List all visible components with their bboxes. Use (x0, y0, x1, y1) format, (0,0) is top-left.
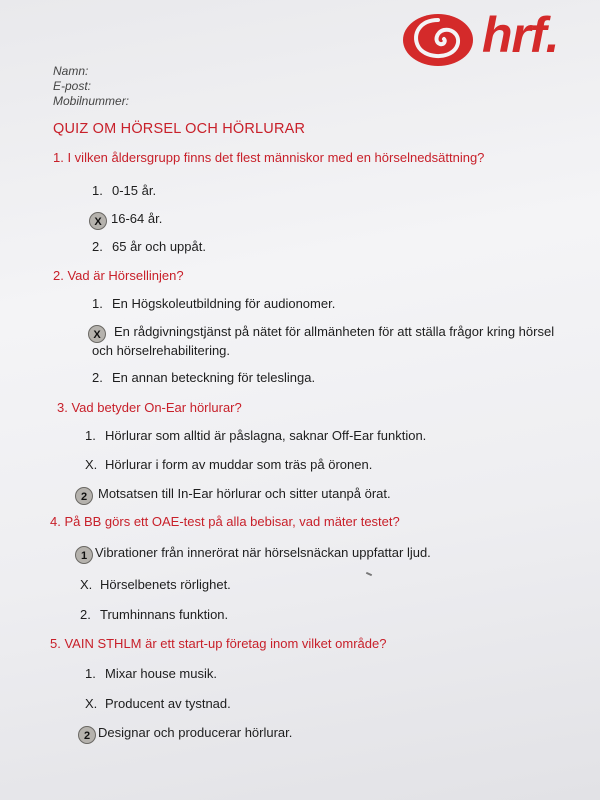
question-1: 1. I vilken åldersgrupp finns det flest människor med en hörselnedsättning? (53, 150, 485, 165)
question-4: 4. På BB görs ett OAE-test på alla bebisar, vad mäter testet? (50, 514, 400, 529)
answer-text: Hörlurar som alltid är påslagna, saknar Off-Ear funktion. (105, 428, 427, 443)
circled-marker: X (88, 325, 106, 343)
circled-marker: 2 (75, 487, 93, 505)
answer-marker: 1. (85, 428, 96, 443)
name-label: Namn: (53, 64, 89, 78)
answer-text: Hörlurar i form av muddar som träs på öronen. (105, 457, 373, 472)
answer-text: En Högskoleutbildning för audionomer. (112, 296, 336, 311)
answer-text: 0-15 år. (112, 183, 157, 198)
answer-marker: 1. (92, 183, 103, 198)
answer-5-3: Designar och producerar hörlurar. (98, 725, 293, 740)
answer-marker: 2. (80, 607, 91, 622)
swirl-icon (402, 8, 482, 72)
circled-marker: 2 (78, 726, 96, 744)
answer-marker: X. (80, 577, 93, 592)
answer-marker: 2. (92, 239, 103, 254)
answer-marker: X. (85, 457, 98, 472)
answer-3-1 (85, 426, 426, 446)
answer-3-3: Motsatsen till In-Ear hörlurar och sitter utanpå örat. (98, 486, 391, 501)
question-2: 2. Vad är Hörsellinjen? (53, 268, 184, 283)
circled-marker: 1 (75, 546, 93, 564)
answer-text: Mixar house musik. (105, 666, 217, 681)
answer-text: Hörselbenets rörlighet. (100, 577, 231, 592)
contact-fields (53, 64, 129, 109)
answer-1-3 (92, 237, 206, 257)
question-3: 3. Vad betyder On-Ear hörlurar? (57, 400, 242, 415)
answer-text: En annan beteckning för teleslinga. (112, 370, 316, 385)
answer-marker: X. (85, 696, 98, 711)
answer-text: Trumhinnans funktion. (100, 607, 229, 622)
answer-text: Producent av tystnad. (105, 696, 231, 711)
answer-5-1 (85, 664, 217, 684)
answer-1-1 (92, 181, 156, 201)
question-5: 5. VAIN STHLM är ett start-up företag inom vilket område? (50, 636, 387, 651)
answer-3-2 (85, 455, 372, 475)
answer-4-3 (80, 605, 228, 625)
answer-2-3 (92, 368, 315, 388)
quiz-title: QUIZ OM HÖRSEL OCH HÖRLURAR (53, 121, 306, 137)
answer-4-1: Vibrationer från innerörat när hörselsnäckan uppfattar ljud. (95, 545, 431, 560)
answer-2-2: En rådgivningstjänst på nätet för allmänheten för att ställa frågor kring hörsel (114, 324, 555, 339)
logo-text: hrf. (482, 7, 559, 63)
pen-mark (366, 572, 372, 576)
answer-5-2 (85, 694, 231, 714)
answer-text: 65 år och uppåt. (112, 239, 206, 254)
hrf-logo (402, 8, 572, 74)
answer-marker: 2. (92, 370, 103, 385)
answer-4-2 (80, 575, 231, 595)
answer-marker: 1. (92, 296, 103, 311)
answer-marker: 1. (85, 666, 96, 681)
answer-1-2: 16-64 år. (111, 211, 163, 226)
answer-2-2-continued: och hörselrehabilitering. (92, 343, 231, 358)
email-label: E-post: (53, 79, 92, 93)
circled-marker: X (89, 212, 107, 230)
mobile-label: Mobilnummer: (53, 94, 130, 108)
answer-2-1 (92, 294, 335, 314)
